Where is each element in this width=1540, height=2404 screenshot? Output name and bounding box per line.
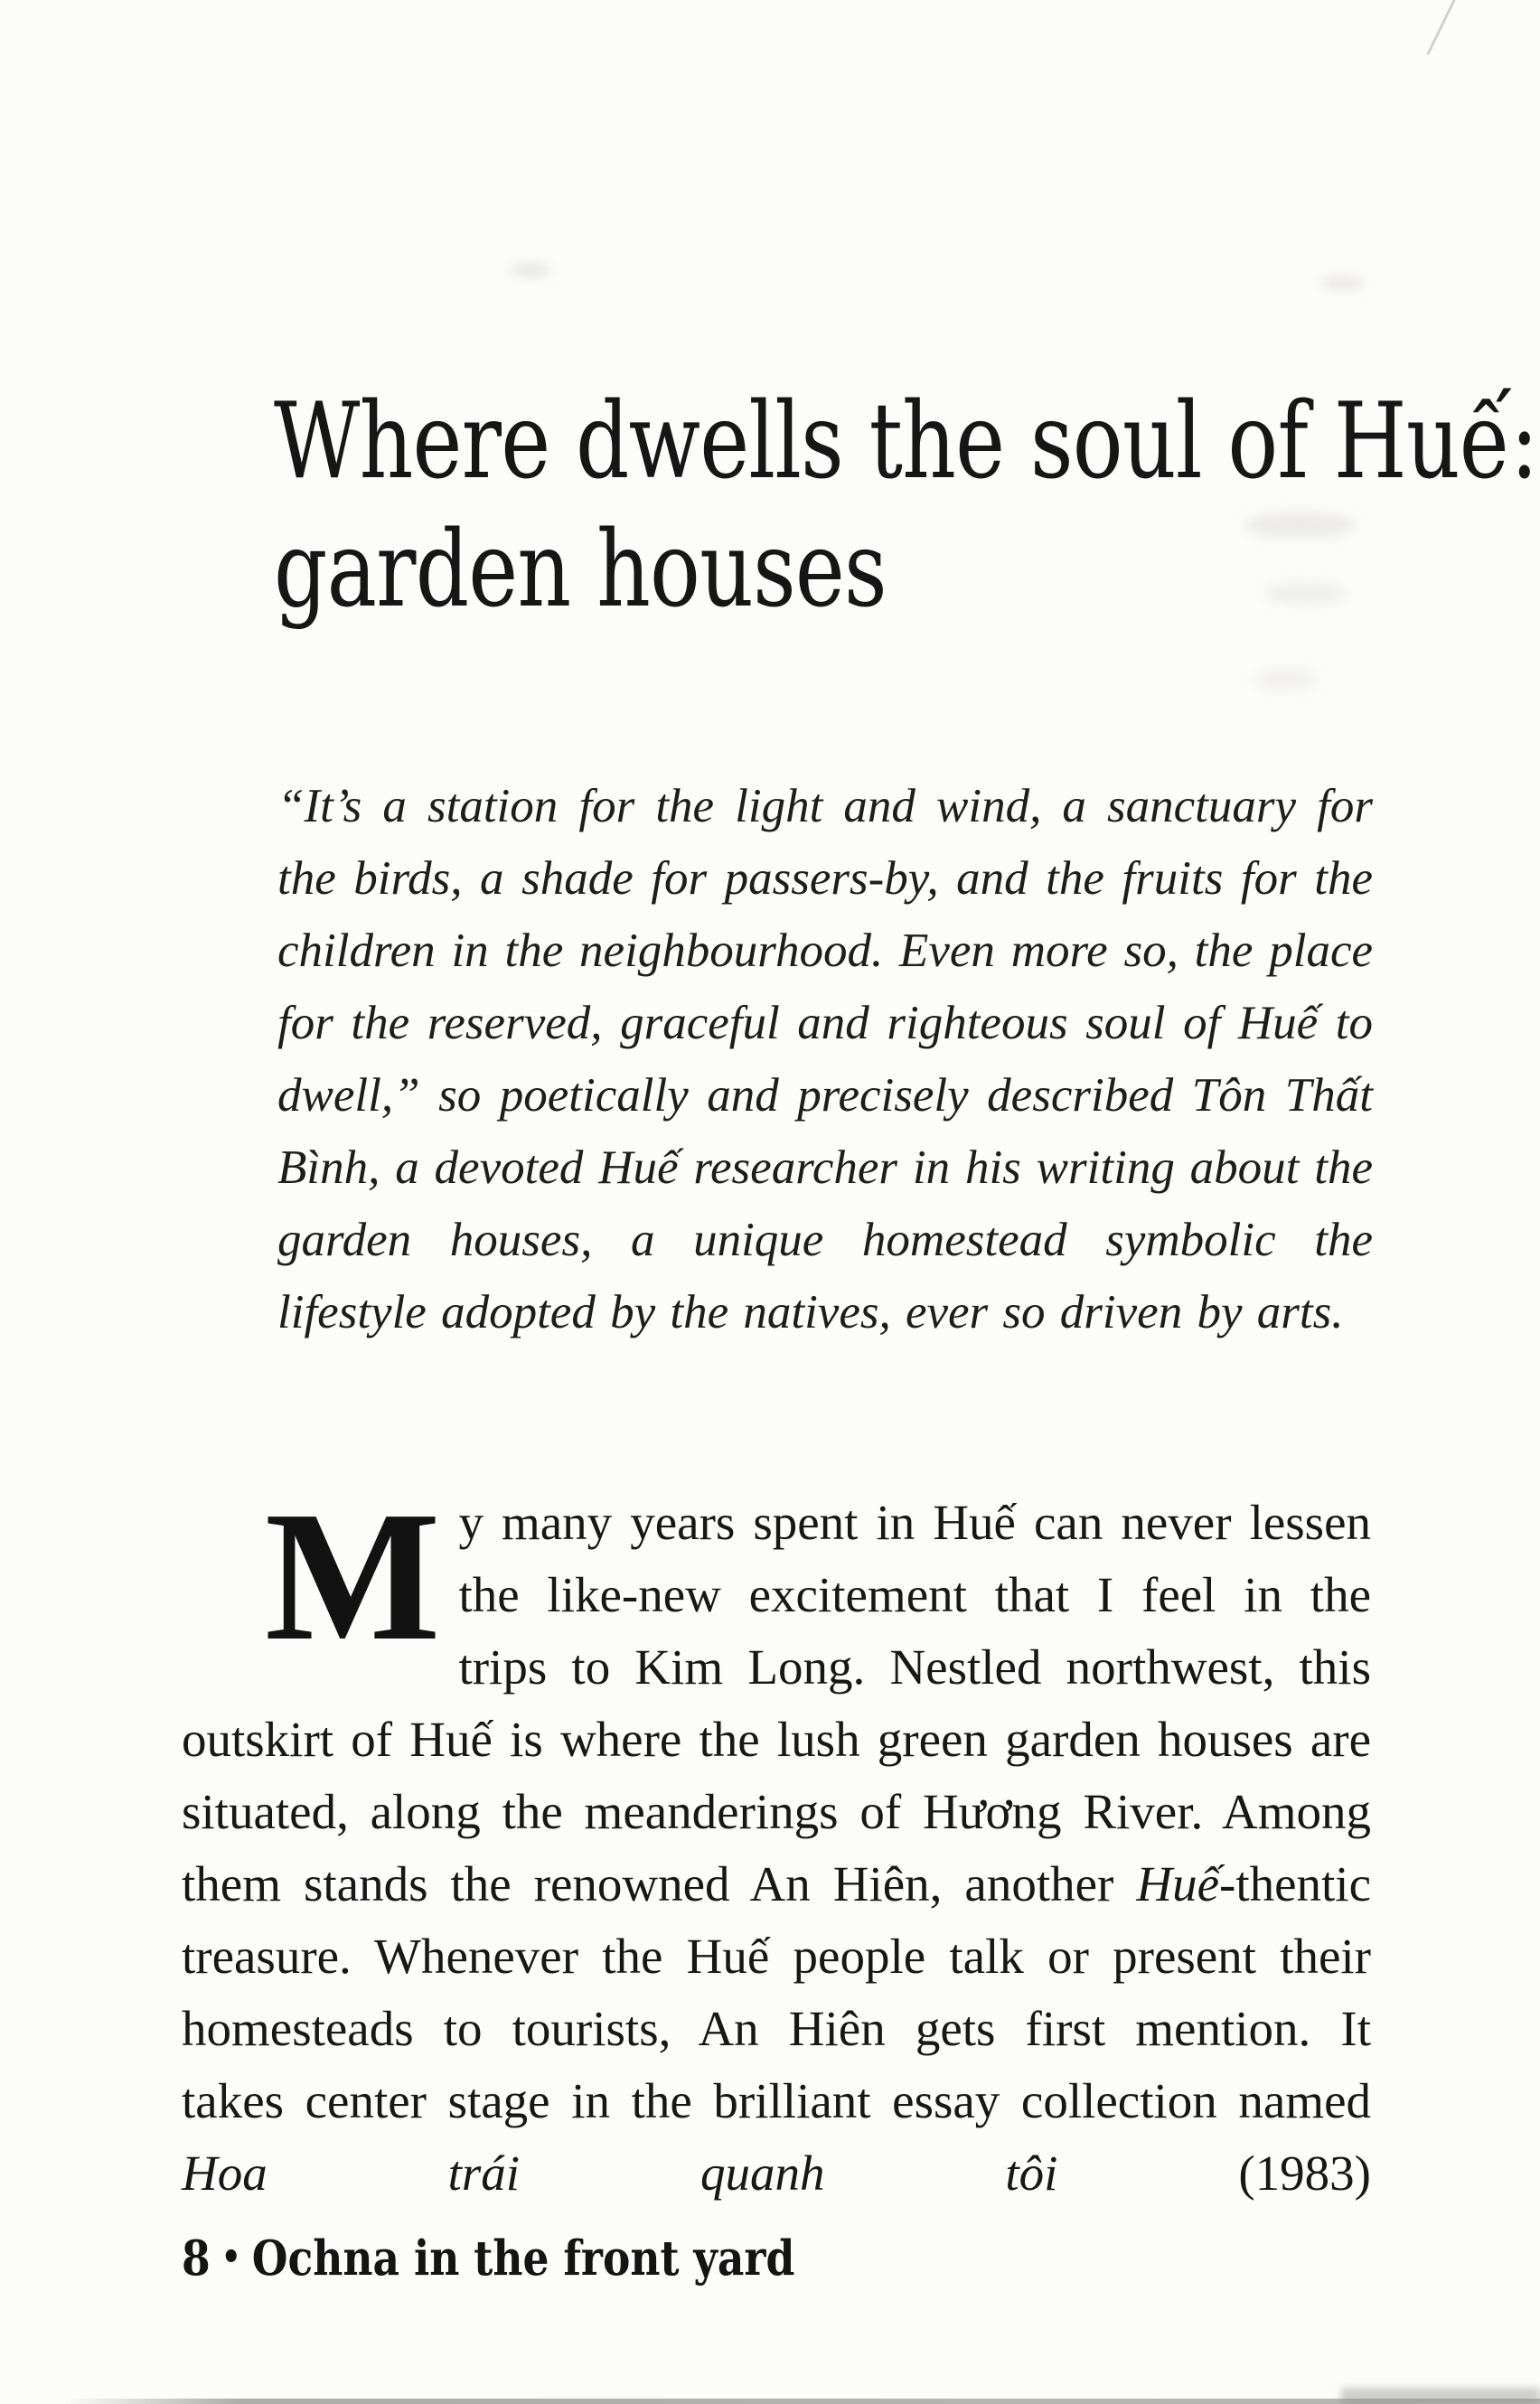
scan-edge-shadow-corner: [1341, 2388, 1540, 2404]
chapter-title-line-2: garden houses: [274, 509, 887, 631]
scan-smudge: [511, 266, 550, 275]
chapter-title: [274, 378, 1538, 634]
epigraph-quote: “It’s a station for the light and wind, a sanctuary for the birds, a shade for passers-by, and the fruits for the children in the neighbourhood. Even more so, the place for the reserved, graceful and righteous soul of Huế to dwell,” so poetically and precisely described Tôn Thất Bình, a devoted Huế researcher in his writing about the garden houses, a unique homestead symbolic the lifestyle adopted by the natives, ever so driven by arts.: [277, 780, 1373, 1338]
scan-edge-shadow: [63, 2399, 1540, 2404]
drop-cap: M: [265, 1472, 441, 1679]
scan-smudge: [1254, 671, 1318, 689]
scan-scratch: [1426, 0, 1457, 55]
scan-smudge: [1321, 277, 1365, 289]
page-footer: [182, 2230, 794, 2287]
footer-separator: •: [221, 2236, 241, 2278]
page-number: 8: [182, 2230, 211, 2287]
chapter-title-line-1: Where dwells the soul of Huế:: [274, 380, 1538, 502]
body-paragraph: [182, 1472, 1371, 2210]
body-text: y many years spent in Huế can never lessen the like-new excitement that I feel in the trips to Kim Long. Nestled northwest, this outskirt of Huế is where the lush green garden houses are situated, along the meanderings of Hương River. Among them stands the renowned An Hiên, another Huế-thentic treasure. Whenever the Huế people talk or present their homesteads to tourists, An Hiên gets first mention. It takes center stage in the brilliant essay collection named Hoa trái quanh tôi (1983): [182, 1495, 1371, 2201]
running-book-title: Ochna in the front yard: [251, 2230, 795, 2287]
